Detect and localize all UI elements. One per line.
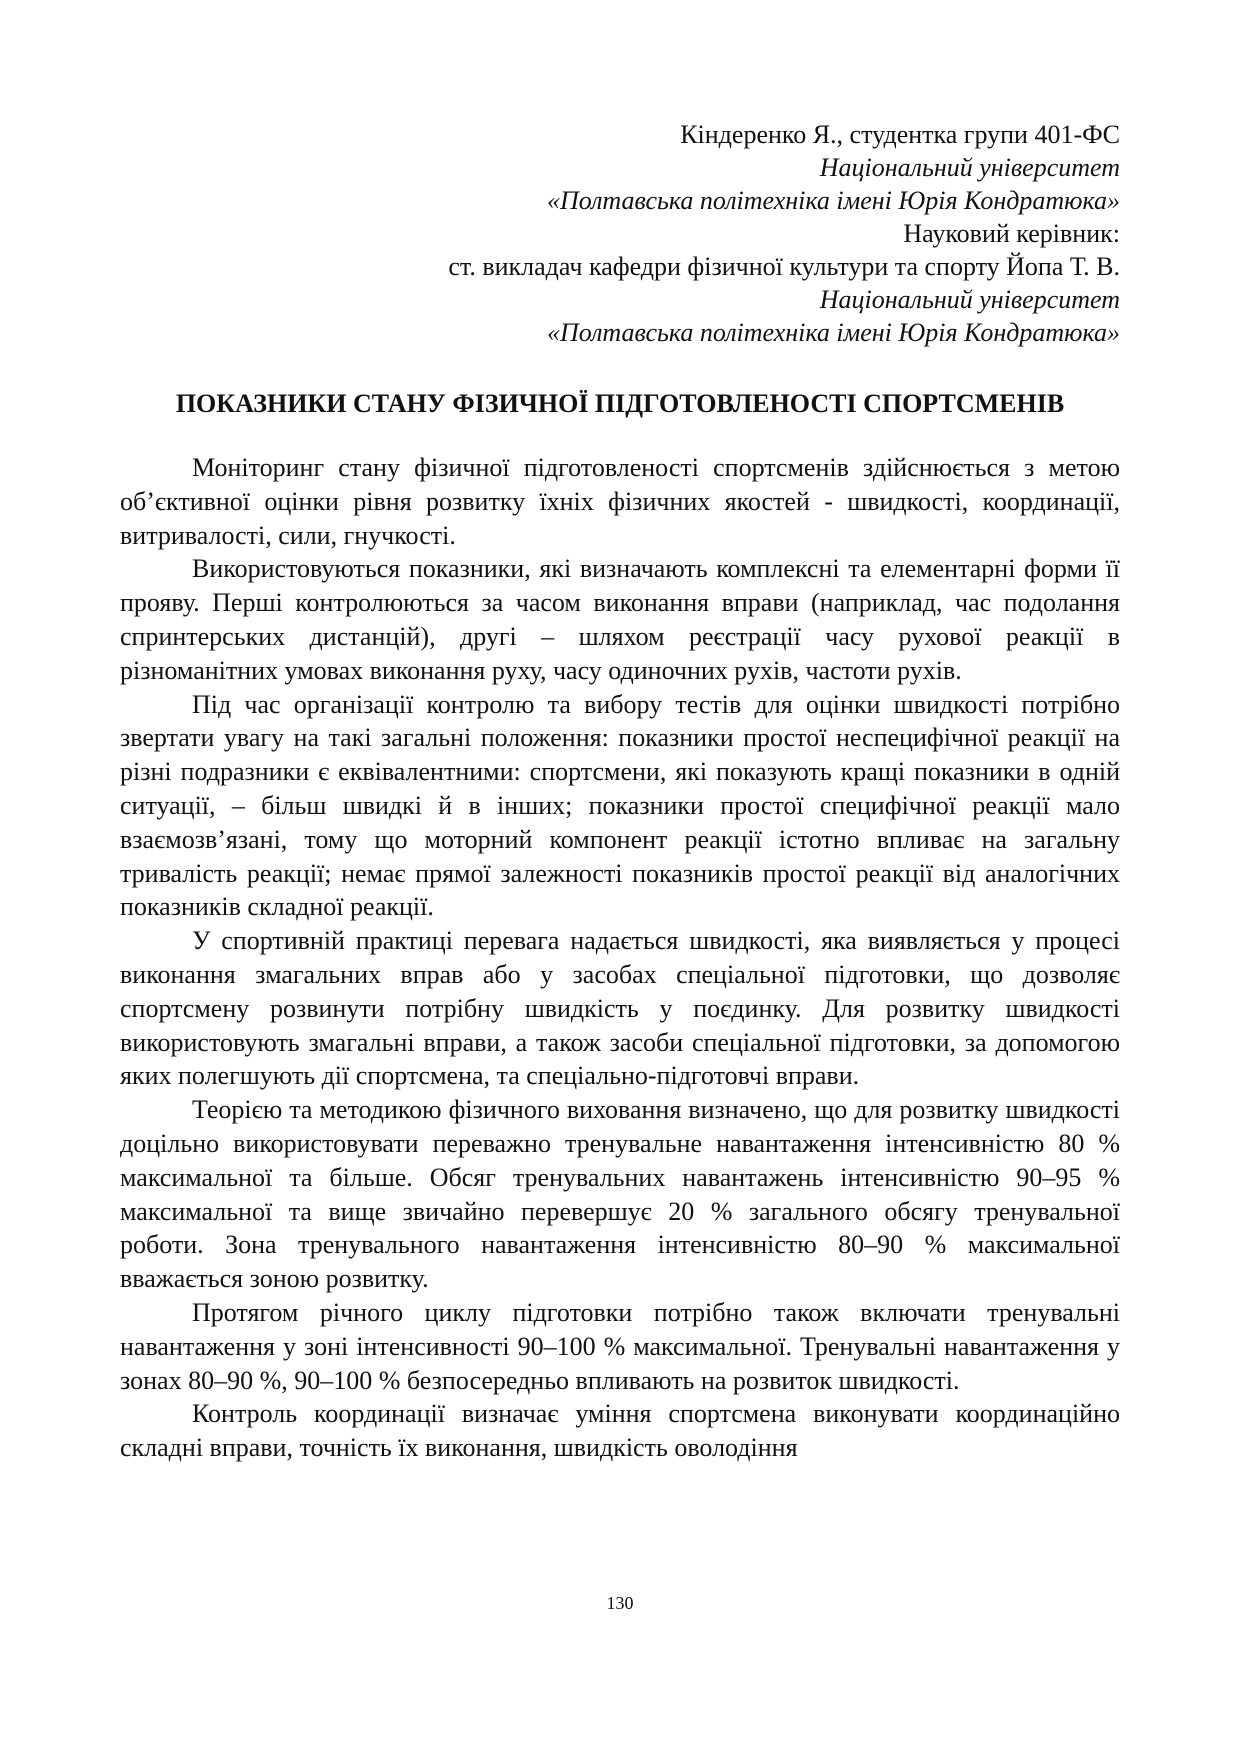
author-affiliation-line1: Національний університет	[819, 153, 1120, 182]
author-block	[220, 118, 1120, 349]
supervisor-affiliation-line1: Національний університет	[819, 285, 1120, 314]
page-number: 130	[606, 1593, 634, 1613]
supervisor-affiliation-line2: «Полтавська політехніка імені Юрія Кондратюка»	[546, 318, 1120, 347]
author-name: Кіндеренко Я., студентка групи 401-ФС	[680, 120, 1120, 149]
paragraph: Моніторинг стану фізичної підготовленості спортсменів здійснюється з метою об’єктивної оцінки рівня розвитку їхніх фізичних якостей - швидкості, координації, витривалості, сили, гнучкості.	[120, 453, 1120, 550]
author-affiliation-line2: «Полтавська політехніка імені Юрія Кондратюка»	[546, 186, 1120, 215]
supervisor-name: ст. викладач кафедри фізичної культури та спорту Йопа Т. В.	[448, 252, 1120, 281]
paragraph: Теорією та методикою фізичного виховання визначено, що для розвитку швидкості доцільно використовувати переважно тренувальне навантаження інтенсивністю 80 % максимальної та більше. Обсяг тренувальних навантажень інтенсивністю 90–95 % максимальної та вище звичайно перевершує 20 % загального обсягу тренувальної роботи. Зона тренувального навантаження інтенсивністю 80–90 % максимальної вважається зоною розвитку.	[120, 1095, 1120, 1294]
paragraph: Контроль координації визначає уміння спортсмена виконувати координаційно складні вправи, точність їх виконання, швидкість оволодіння	[120, 1399, 1120, 1463]
paper-body	[120, 451, 1120, 1465]
supervisor-label: Науковий керівник:	[903, 219, 1120, 248]
paragraph: У спортивній практиці перевага надається швидкості, яка виявляється у процесі виконання змагальних вправ або у засобах спеціальної підготовки, що дозволяє спортсмену розвинути потрібну швидкість у поєдинку. Для розвитку швидкості використовують змагальні вправи, а також засоби спеціальної підготовки, за допомогою яких полегшують дії спортсмена, та спеціально-підготовчі вправи.	[120, 926, 1120, 1091]
paragraph: Використовуються показники, які визначають комплексні та елементарні форми її прояву. Перші контролюються за часом виконання вправи (наприклад, час подолання спринтерських дистанцій), другі – шляхом реєстрації часу рухової реакції в різноманітних умовах виконання руху, часу одиночних рухів, частоти рухів.	[120, 554, 1120, 685]
paragraph: Протягом річного циклу підготовки потрібно також включати тренувальні навантаження у зоні інтенсивності 90–100 % максимальної. Тренувальні навантаження у зонах 80–90 %, 90–100 % безпосередньо впливають на розвиток швидкості.	[120, 1297, 1120, 1395]
paper-title: ПОКАЗНИКИ СТАНУ ФІЗИЧНОЇ ПІДГОТОВЛЕНОСТІ СПОРТСМЕНІВ	[175, 389, 1065, 418]
paragraph: Під час організації контролю та вибору тестів для оцінки швидкості потрібно звертати увагу на такі загальні положення: показники простої неспецифічної реакції на різні подразники є еквівалентними: спортсмени, які показують кращі показники в одній ситуації, – більш швидкі й в інших; показники простої специфічної реакції мало взаємозв’язані, тому що моторний компонент реакції істотно впливає на загальну тривалість реакції; немає прямої залежності показників простої реакції від аналогічних показників складної реакції.	[120, 689, 1120, 922]
